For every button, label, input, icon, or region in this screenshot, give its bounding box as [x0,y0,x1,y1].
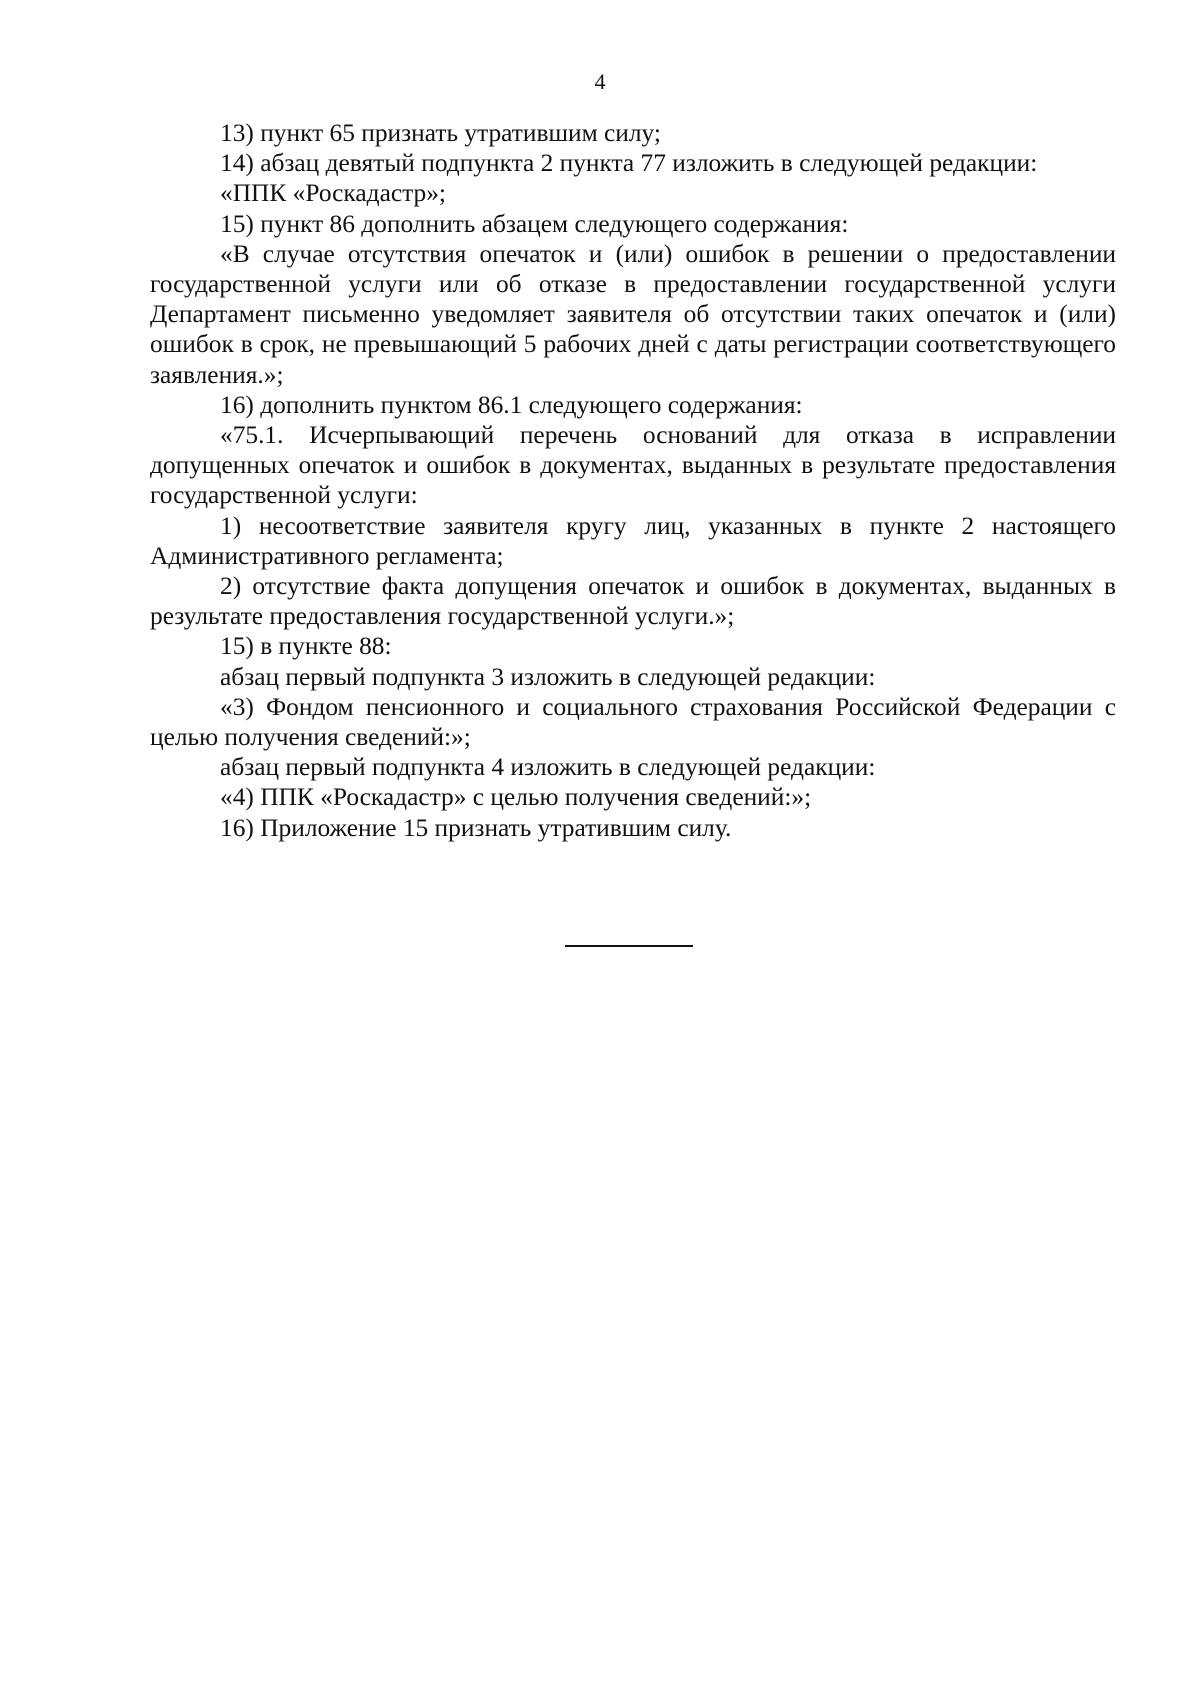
paragraph-quote-errors: «В случае отсутствия опечаток и (или) ошибок в решении о предоставлении государственной услуги или об отказе в предоставлении государственной услуги Департамент письменно уведомляет заявителя об отсутствии таких опечаток и (или) ошибок в срок, не превышающий 5 рабочих дней с даты регистрации соответствующего заявления.»; [150,239,1116,389]
paragraph-quote-ppk: «ППК «Роскадастр»; [220,179,446,208]
paragraph-item-16: 16) дополнить пунктом 86.1 следующего содержания: [220,390,803,419]
paragraph-item-14: 14) абзац девятый подпункта 2 пункта 77 изложить в следующей редакции: [220,149,1038,178]
paragraph-subpoint-3: абзац первый подпункта 3 изложить в следующей редакции: [220,662,876,691]
page-number: 4 [594,69,606,94]
paragraph-subitem-2: 2) отсутствие факта допущения опечаток и ошибок в документах, выданных в результате предоставления государственной услуги.»; [150,572,1116,631]
paragraph-quote-75-1: «75.1. Исчерпывающий перечень оснований для отказа в исправлении допущенных опечаток и ошибок в документах, выданных в результате предоставления государственной услуги: [150,421,1116,510]
closing-rule [565,945,693,947]
paragraph-quote-fund: «3) Фондом пенсионного и социального страхования Российской Федерации с целью получения сведений:»; [150,692,1116,752]
paragraph-subpoint-4: абзац первый подпункта 4 изложить в следующей редакции: [220,753,876,782]
paragraph-item-15-88: 15) в пункте 88: [220,632,392,661]
paragraph-item-13: 13) пункт 65 признать утратившим силу; [220,119,661,147]
paragraph-item-16-appendix: 16) Приложение 15 признать утратившим силу. [220,813,732,842]
paragraph-subitem-1: 1) несоответствие заявителя кругу лиц, указанных в пункте 2 настоящего Административного регламента; [150,511,1116,570]
paragraph-quote-ppk-4: «4) ППК «Роскадастр» с целью получения сведений:»; [220,783,812,812]
document-body [150,118,1116,843]
paragraph-item-15: 15) пункт 86 дополнить абзацем следующего содержания: [220,209,849,238]
